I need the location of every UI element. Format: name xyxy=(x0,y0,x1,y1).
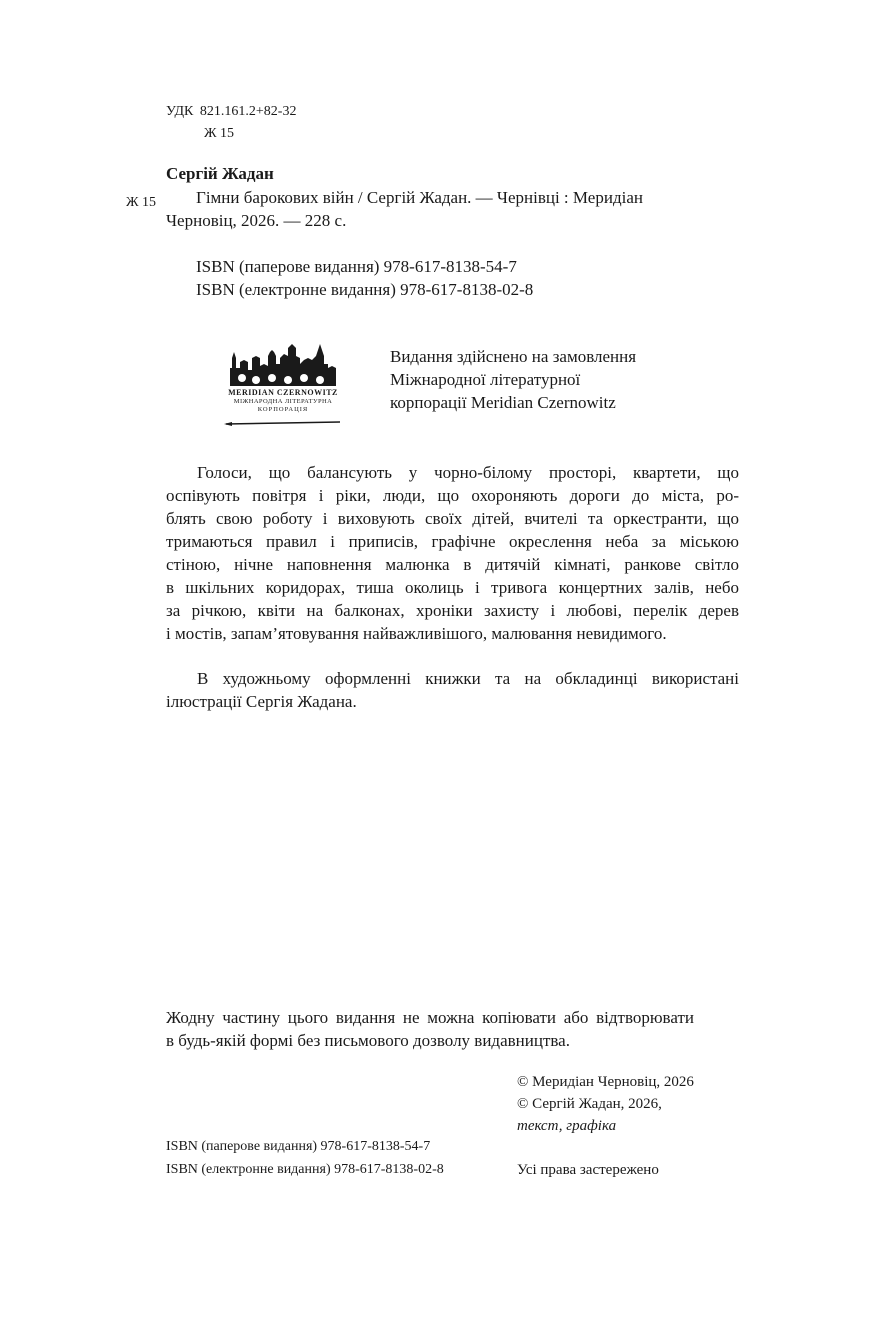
rights-notice xyxy=(166,1006,694,1052)
author-index: Ж 15 xyxy=(204,126,235,141)
isbn-paper-top: ISBN (паперове видання) 978-617-8138-54-7 xyxy=(196,257,517,276)
isbn-paper-bottom: ISBN (паперове видання) 978-617-8138-54-7 xyxy=(166,1139,431,1154)
logo-subtitle-2: КОРПОРАЦІЯ xyxy=(257,406,309,413)
author-index-margin: Ж 15 xyxy=(126,195,157,210)
copyright-author: © Сергій Жадан, 2026, xyxy=(517,1096,662,1112)
rights-notice-line: Жодну частину цього видання не можна копіювати або відтворювати xyxy=(166,1008,694,1027)
bibliographic-line-2: Черновіц, 2026. — 228 с. xyxy=(166,211,347,230)
copyright-author-note: текст, графіка xyxy=(517,1118,617,1134)
logo-subtitle-1: МІЖНАРОДНА ЛІТЕРАТУРНА xyxy=(233,398,333,405)
udk-line xyxy=(166,101,296,123)
design-note-paragraph xyxy=(166,667,739,713)
annotation-line: і мостів, запам’ятовування найважливішого, малювання невидимого. xyxy=(166,624,667,643)
rights-reserved: Усі права застережено xyxy=(517,1162,659,1178)
annotation-line: блять свою роботу і виховують своїх дітей, вчителі та оркестранти, що xyxy=(166,509,739,528)
rights-notice-line: в будь-якій формі без письмового дозволу видавництва. xyxy=(166,1031,570,1050)
commission-line-1: Видання здійснено на замовлення xyxy=(390,347,637,366)
isbn-electronic-top: ISBN (електронне видання) 978-617-8138-02-8 xyxy=(196,280,534,299)
design-note-line: ілюстрації Сергія Жадана. xyxy=(166,692,357,711)
annotation-line: за річкою, квіти на балконах, хроніки захисту і любові, перелік дерев xyxy=(166,601,739,620)
annotation-paragraph xyxy=(166,461,739,645)
commission-line-3: корпорації Meridian Czernowitz xyxy=(390,393,616,412)
udk-label: УДК xyxy=(166,104,194,119)
bibliographic-line-1: Гімни барокових війн / Сергій Жадан. — Чернівці : Меридіан xyxy=(196,188,643,207)
design-note-line: В художньому оформленні книжки та на обкладинці використані xyxy=(197,669,739,688)
annotation-line: Голоси, що балансують у чорно-білому просторі, квартети, що xyxy=(197,463,739,482)
udk-value: 821.161.2+82-32 xyxy=(199,104,297,119)
isbn-electronic-bottom: ISBN (електронне видання) 978-617-8138-02-8 xyxy=(166,1162,444,1177)
commission-line-2: Міжнародної літературної xyxy=(390,370,581,389)
annotation-line: оспівують повітря і ріки, люди, що охороняють дороги до міста, ро- xyxy=(166,486,739,505)
city-skyline-icon xyxy=(222,338,344,430)
annotation-line: в шкільних коридорах, тиша околиць і тривога концертних залів, небо xyxy=(166,578,739,597)
logo-title: MERIDIAN CZERNOWITZ xyxy=(228,388,338,397)
annotation-line: тримаються правил і приписів, графічне окреслення неба за міською xyxy=(166,532,739,551)
copyright-publisher: © Меридіан Черновіц, 2026 xyxy=(517,1074,694,1090)
annotation-line: стіною, нічне наповнення малюнка в дитячій кімнаті, ранкове світло xyxy=(166,555,739,574)
author-name: Сергій Жадан xyxy=(166,164,274,183)
meridian-czernowitz-logo xyxy=(222,338,344,430)
